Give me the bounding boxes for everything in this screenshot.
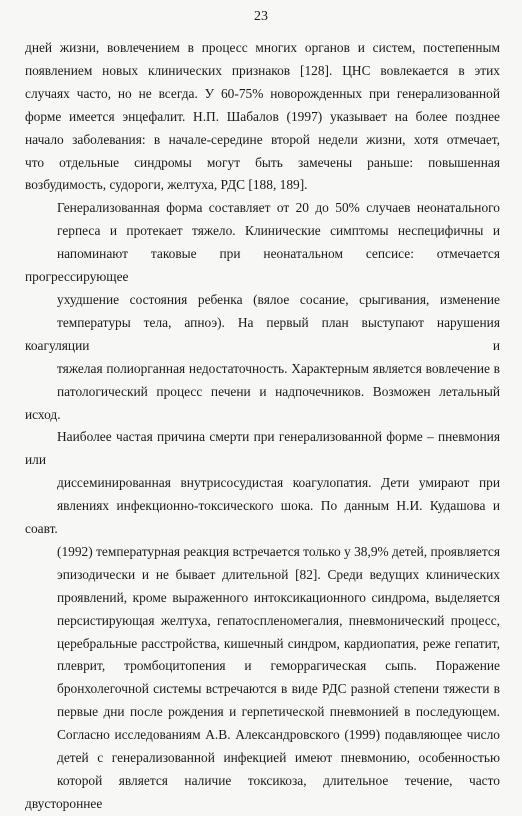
text-line: появлением новых клинических признаков [128]. ЦНС вовлекается в этих [25, 62, 500, 78]
paragraph-2 [25, 197, 500, 815]
text-line: начало заболевания: в начале-середине второй недели жизни, хотя отмечает, [25, 131, 500, 147]
text-line: форме имеется энцефалит. Н.П. Шабалов (1997) указывает на более позднее [25, 108, 500, 124]
text-line: температуры тела, апноэ). На первый план выступают нарушения коагуляции и [25, 314, 500, 353]
page-number: 23 [254, 9, 268, 24]
text-line: напоминают таковые при неонатальном сепсисе: отмечается прогрессирующее [25, 246, 500, 285]
text-line: Генерализованная форма составляет от 20 до 50% случаев неонатального [57, 200, 500, 216]
text-line: случаях часто, но не всегда. У 60-75% новорожденных при генерализованной [25, 85, 500, 101]
text-line: явлениях инфекционно-токсического шока. По данным Н.И. Кудашова и соавт. [25, 498, 500, 537]
text-line: патологический процесс печени и надпочечников. Возможен летальный исход. [25, 383, 500, 422]
document-body [25, 37, 500, 816]
text-line: церебральные расстройства, кишечный синдром, кардиопатия, реже гепатит, [57, 635, 500, 651]
text-line: Согласно исследованиям А.В. Александровского (1999) подавляющее число [57, 727, 500, 743]
text-line: первые дни после рождения и герпетической пневмонией в последующем. [57, 704, 500, 720]
text-line: ухудшение состояния ребенка (вялое сосание, срыгивания, изменение [57, 291, 500, 307]
text-line: диссеминированная внутрисосудистая коагулопатия. Дети умирают при [57, 475, 500, 491]
text-line: которой является наличие токсикоза, длительное течение, часто двустороннее [25, 773, 500, 811]
text-line: (1992) температурная реакция встречается только у 38,9% детей, проявляется [57, 543, 500, 559]
text-line: детей с генерализованной инфекцией имеют пневмонию, особенностью [57, 750, 500, 766]
text-line: что отдельные синдромы могут быть замечены раньше: повышенная [25, 154, 500, 170]
text-line: Наиболее частая причина смерти при генерализованной форме – пневмония или [25, 429, 500, 468]
text-line: проявлений, кроме выраженного интоксикационного синдрома, выделяется [57, 589, 500, 605]
text-line: герпеса и протекает тяжело. Клинические симптомы неспецифичны и [57, 223, 500, 239]
text-line: бронхолегочной системы встречаются в виде РДС разной степени тяжести в [57, 681, 500, 697]
text-line: персистирующая желтуха, гепатоспленомегалия, пневмонический процесс, [57, 612, 500, 628]
text-line: дней жизни, вовлечением в процесс многих органов и систем, постепенным [25, 40, 500, 55]
paragraph-1 [25, 37, 500, 197]
text-line: плеврит, тромбоцитопения и геморрагическая сыпь. Поражение [57, 658, 500, 674]
text-line: эпизодически и не бывает длительной [82]. Среди ведущих клинических [57, 566, 500, 582]
text-line: возбудимость, судороги, желтуха, РДС [188, 189]. [25, 177, 308, 193]
text-line: тяжелая полиорганная недостаточность. Характерным является вовлечение в [57, 360, 500, 376]
